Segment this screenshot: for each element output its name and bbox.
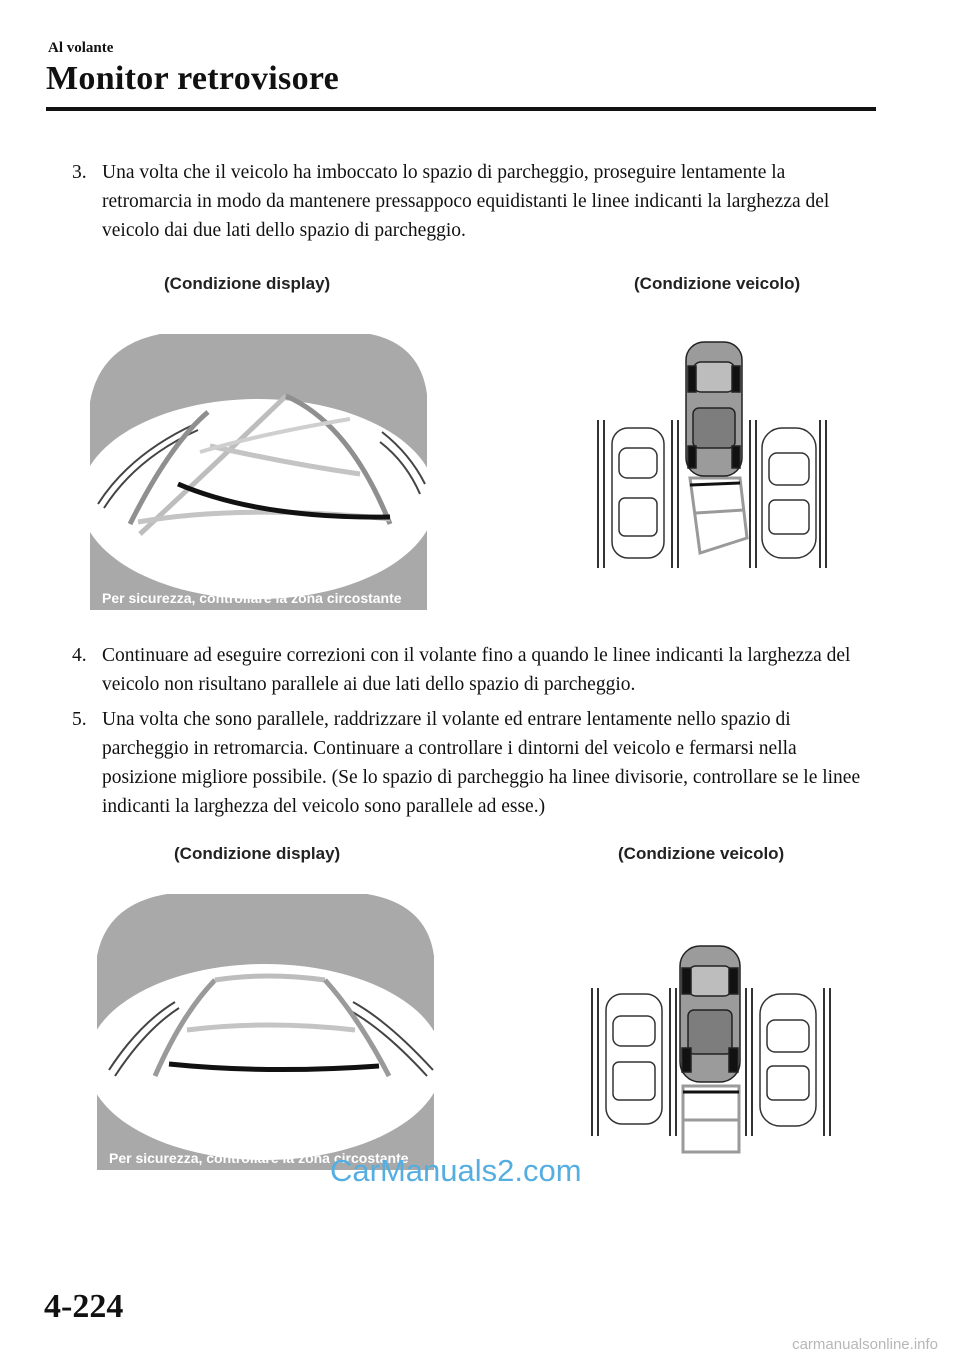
- watermark-logo: CarManuals2.com: [330, 1153, 582, 1188]
- safety-warning-text: Per sicurezza, controllare la zona circostante: [102, 590, 402, 606]
- safety-warning-text: Per sicurezza, controllare la zona circostante: [109, 1150, 409, 1166]
- rear-camera-display-1: [90, 334, 427, 610]
- parking-overhead-1: [592, 338, 832, 578]
- step-number: 5.: [72, 709, 87, 730]
- watermark-site: carmanualsonline.info: [792, 1336, 938, 1353]
- parking-overhead-2: [588, 940, 838, 1160]
- step-text: Continuare ad eseguire correzioni con il volante fino a quando le linee indicanti la larghezza del veicolo non risultano parallele ai due lati dello spazio di parcheggio.: [102, 645, 851, 695]
- title-divider: [46, 107, 876, 111]
- vehicle-condition-caption: (Condizione veicolo): [634, 274, 801, 293]
- rear-camera-display-2: [97, 894, 434, 1170]
- step-number: 3.: [72, 162, 87, 183]
- page-title: Monitor retrovisore: [46, 60, 340, 97]
- step-3: [72, 158, 872, 245]
- step-number: 4.: [72, 645, 87, 666]
- display-condition-caption: (Condizione display): [174, 844, 341, 863]
- page-number: 4-224: [44, 1288, 124, 1325]
- vehicle-condition-caption: (Condizione veicolo): [618, 844, 785, 863]
- step-4: [72, 641, 872, 699]
- section-label: Al volante: [48, 40, 114, 56]
- step-text: Una volta che il veicolo ha imboccato lo spazio di parcheggio, proseguire lentamente la retromarcia in modo da mantenere pressappoco equidistanti le linee indicanti la larghezza del veicolo dai due lati dello spazio di parcheggio.: [102, 162, 830, 241]
- step-text: Una volta che sono parallele, raddrizzare il volante ed entrare lentamente nello spazio di parcheggio in retromarcia. Continuare a controllare i dintorni del veicolo e fermarsi nella posizione migliore possibile. (Se lo spazio di parcheggio ha linee divisorie, controllare se le linee indicanti la larghezza del veicolo sono parallele ad esse.): [102, 709, 861, 817]
- display-condition-caption: (Condizione display): [164, 274, 331, 293]
- step-5: [72, 705, 872, 821]
